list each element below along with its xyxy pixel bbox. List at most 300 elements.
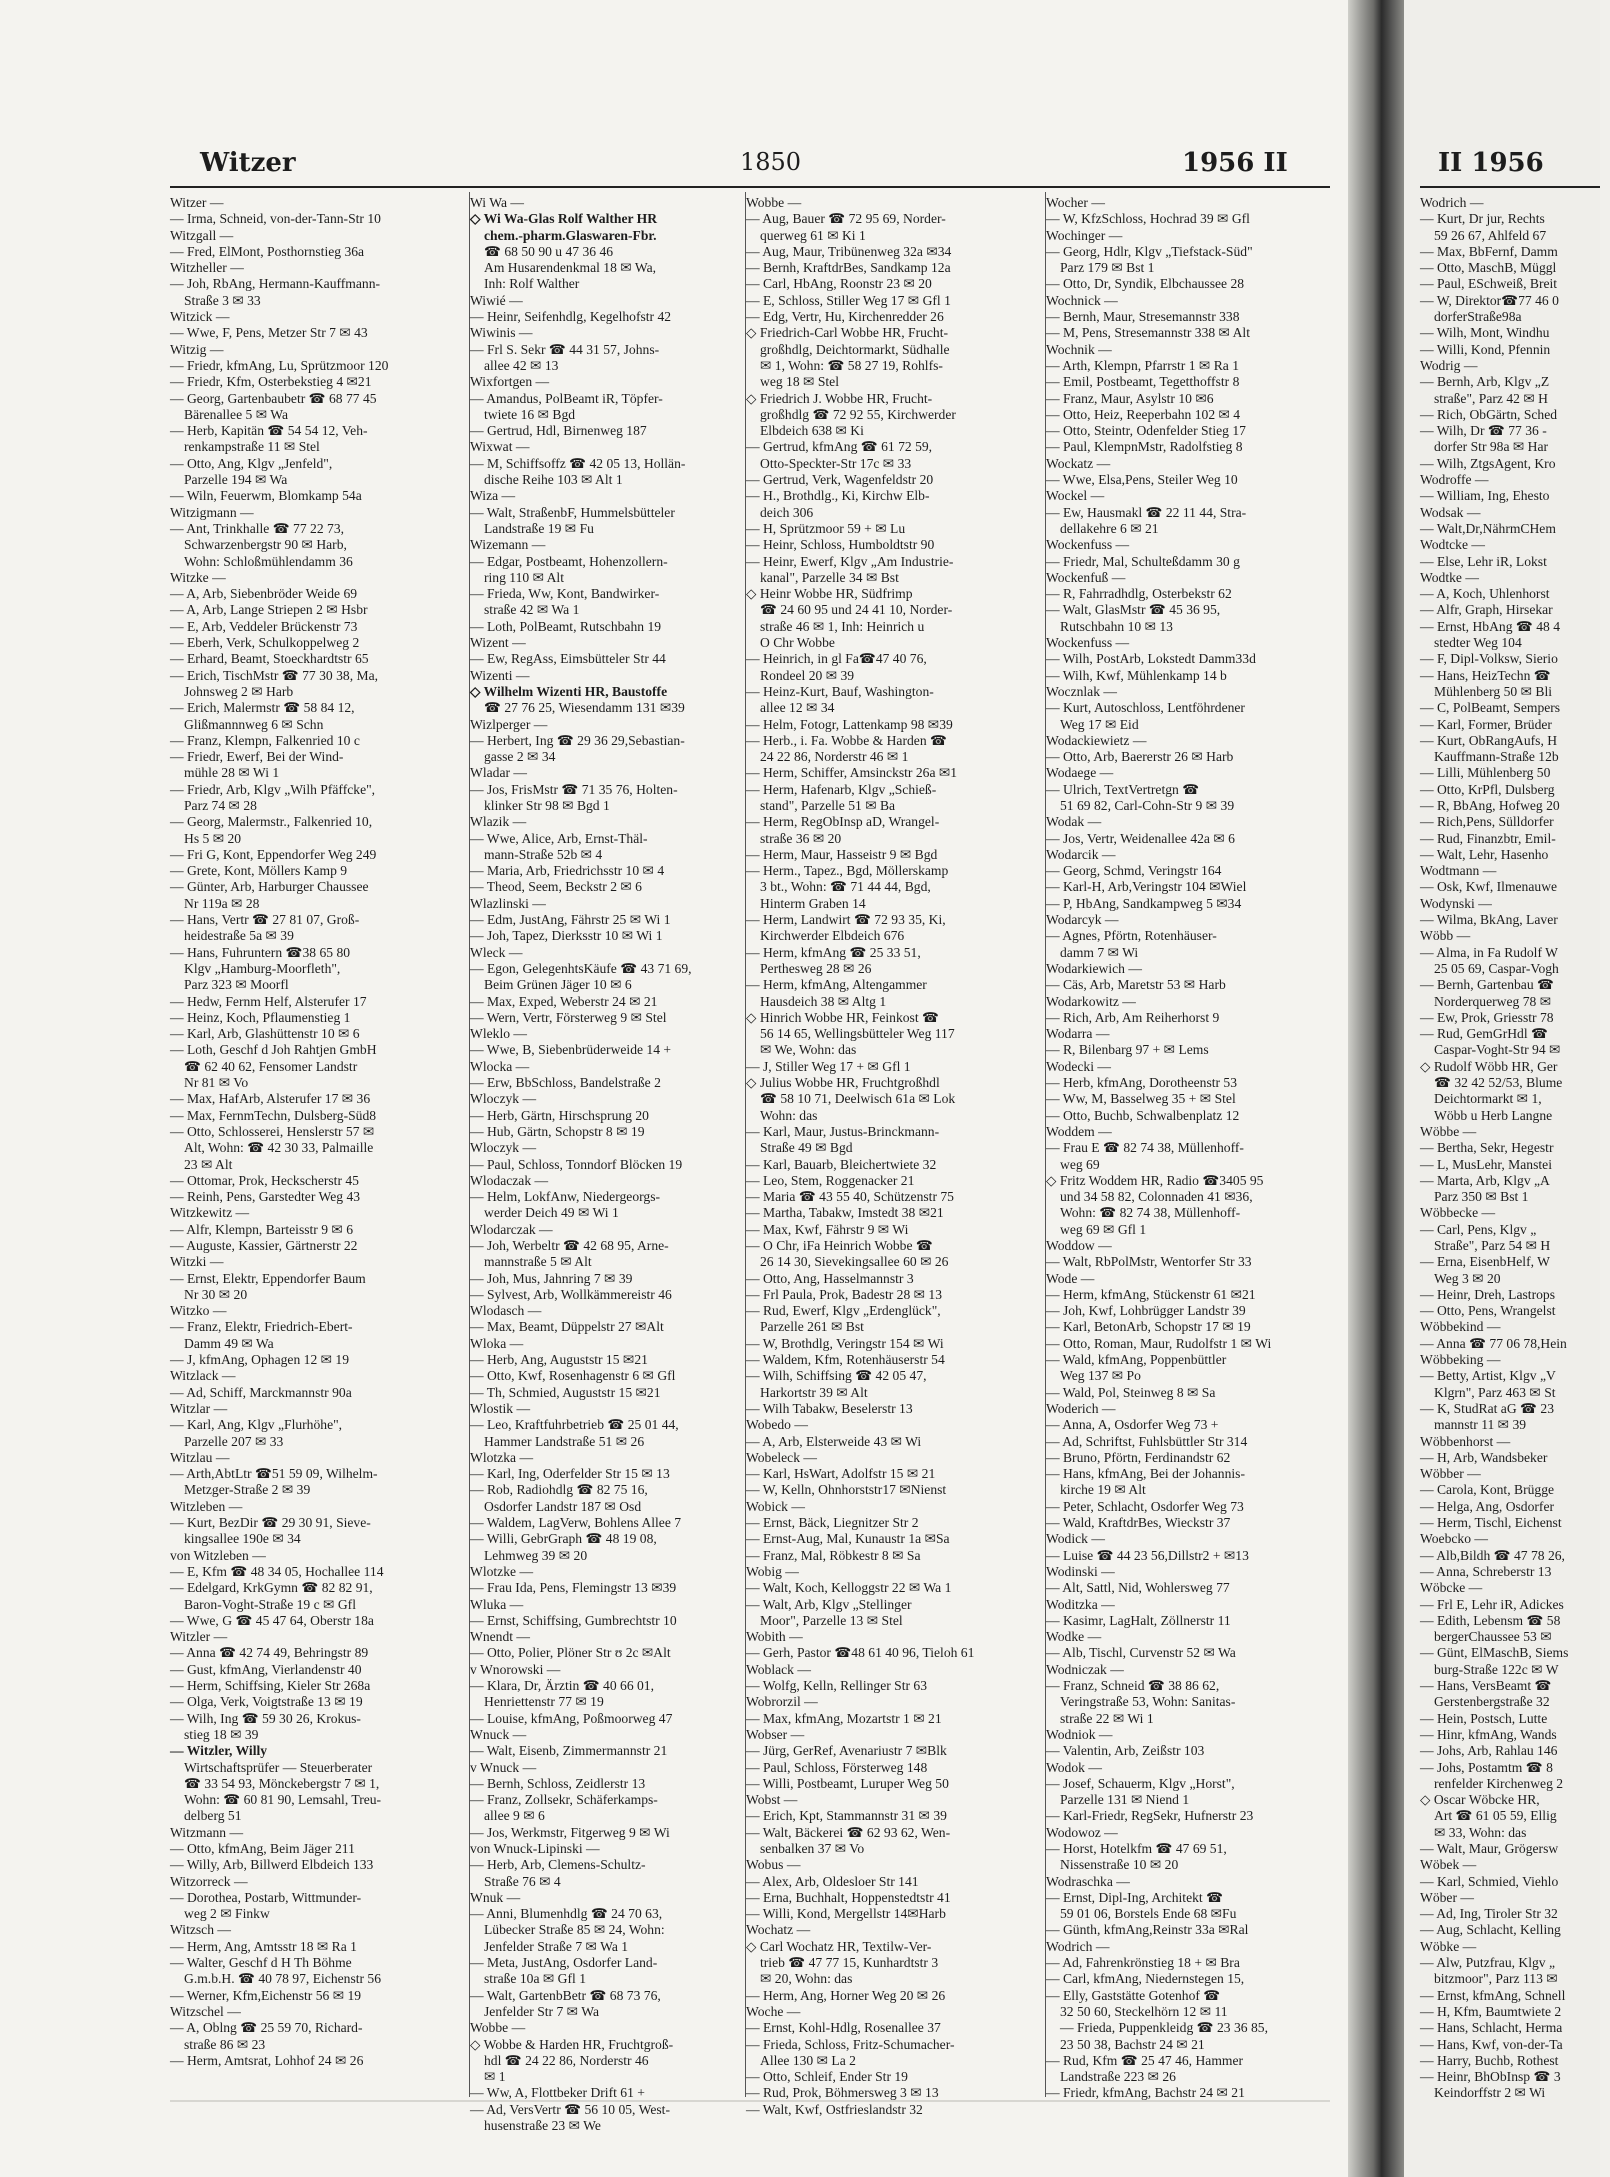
directory-entry: — Valentin, Arb, Zeißstr 103 (1046, 1743, 1205, 1759)
directory-entry: ◇ Fritz Woddem HR, Radio ☎3405 95 (1046, 1172, 1264, 1188)
directory-entry: — Walt, Bäckerei ☎ 62 93 62, Wen- (746, 1824, 951, 1840)
directory-entry: von Witzleben — (170, 1547, 266, 1563)
directory-entry: — Frieda, Schloss, Fritz-Schumacher- (746, 2036, 955, 2052)
directory-entry: — A, Oblng ☎ 25 59 70, Richard- (170, 2020, 363, 2036)
directory-entry: — Wiln, Feuerwm, Blomkamp 54a (170, 488, 362, 504)
directory-entry: Parz 350 ✉ Bst 1 (1434, 1189, 1529, 1205)
directory-entry: Wodsak — (1420, 504, 1481, 520)
directory-entry: — Ad, Fahrenkrönstieg 18 + ✉ Bra (1046, 1955, 1240, 1971)
directory-entry: — Hinr, kfmAng, Wands (1420, 1726, 1557, 1742)
directory-entry: — Kurt, Dr jur, Rechts (1420, 211, 1545, 227)
directory-entry: ◇ Wobbe & Harden HR, Fruchtgroß- (470, 2036, 674, 2052)
directory-entry: ◇ Oscar Wöbcke HR, (1420, 1792, 1540, 1808)
directory-entry: — Alex, Arb, Oldesloer Str 141 (746, 1873, 919, 1889)
directory-entry: Witzmann — (170, 1824, 244, 1840)
directory-entry: Wodarcik — (1046, 846, 1116, 862)
directory-entry: — Walt, StraßenbF, Hummelsbütteler (470, 504, 675, 520)
directory-entry: — Wald, Pol, Steinweg 8 ✉ Sa (1046, 1384, 1216, 1400)
directory-entry: — C, PolBeamt, Sempers (1420, 700, 1561, 716)
directory-entry: — Otto, Ang, Hasselmannstr 3 (746, 1270, 914, 1286)
directory-entry: — Jos, FrisMstr ☎ 71 35 76, Holten- (470, 781, 678, 797)
directory-entry: — Herb, Ang, Auguststr 15 ✉21 (470, 1352, 648, 1368)
directory-entry: — Kurt, Autoschloss, Lentföhrdener (1046, 700, 1245, 716)
directory-entry: — Dorothea, Postarb, Wittmunder- (170, 1889, 362, 1905)
directory-entry: — Heinz, Koch, Pflaumenstieg 1 (170, 1009, 351, 1025)
directory-entry: Weg 17 ✉ Eid (1060, 716, 1139, 732)
directory-entry: — Gertrud, Verk, Wagenfeldstr 20 (746, 472, 934, 488)
directory-entry: Wnendt — (470, 1629, 531, 1645)
directory-entry: Wöbb u Herb Langne (1434, 1107, 1553, 1123)
directory-entry: 59 26 67, Ahlfeld 67 (1434, 227, 1547, 243)
directory-entry: — Karl, BetonArb, Schopstr 17 ✉ 19 (1046, 1319, 1251, 1335)
directory-entry: straße", Parz 42 ✉ H (1434, 390, 1548, 406)
directory-entry: — Maria ☎ 43 55 40, Schützenstr 75 (746, 1189, 954, 1205)
directory-entry: — Marta, Arb, Klgv „A (1420, 1172, 1550, 1188)
directory-entry: — Kurt, BezDir ☎ 29 30 91, Sieve- (170, 1515, 371, 1531)
directory-entry: — Ernst, Elektr, Eppendorfer Baum (170, 1270, 366, 1286)
directory-entry: — Walt, Koch, Kelloggstr 22 ✉ Wa 1 (746, 1580, 952, 1596)
directory-entry: — Jürg, GerRef, Avenariustr 7 ✉Blk (746, 1743, 947, 1759)
directory-entry: Witzheller — (170, 260, 244, 276)
directory-entry: Straße 3 ✉ 33 (184, 292, 261, 308)
directory-entry: ◇ Friedrich J. Wobbe HR, Frucht- (746, 390, 933, 406)
directory-entry: 56 14 65, Wellingsbütteler Weg 117 (760, 1026, 955, 1042)
directory-entry: Wobrorzil — (746, 1694, 818, 1710)
directory-entry: — Frieda, Puppenkleidg ☎ 23 36 85, (1060, 2020, 1268, 2036)
directory-entry: Wöbke — (1420, 1938, 1477, 1954)
directory-entry: — Grete, Kont, Möllers Kamp 9 (170, 863, 348, 879)
directory-entry: Wobith — (746, 1629, 803, 1645)
directory-entry: damm 7 ✉ Wi (1060, 944, 1139, 960)
directory-entry: Witzlau — (170, 1449, 230, 1465)
directory-entry: ring 110 ✉ Alt (484, 569, 564, 585)
directory-entry: — Franz, Maur, Asylstr 10 ✉6 (1046, 390, 1214, 406)
directory-entry: — Georg, Malermstr., Falkenried 10, (170, 814, 373, 830)
directory-entry: — Otto, Kwf, Rosenhagenstr 6 ✉ Gfl (470, 1368, 676, 1384)
directory-entry: Witzki — (170, 1254, 224, 1270)
directory-entry: Wöbbecke — (1420, 1205, 1496, 1221)
directory-entry: — Anna ☎ 77 06 78,Hein (1420, 1335, 1567, 1351)
directory-entry: — Alw, Putzfrau, Klgv „ (1420, 1955, 1556, 1971)
directory-entry: — H., Brothdlg., Ki, Kirchw Elb- (746, 488, 930, 504)
directory-entry: — Wilh, PostArb, Lokstedt Damm33d (1046, 651, 1256, 667)
directory-entry: — Osk, Kwf, Ilmenauwe (1420, 879, 1558, 895)
directory-entry: Wodarcyk — (1046, 912, 1119, 928)
directory-entry: — Herm, Ang, Horner Weg 20 ✉ 26 (746, 1987, 946, 2003)
directory-entry: — Herm, Maur, Hasseistr 9 ✉ Bgd (746, 846, 938, 862)
directory-entry: Parzelle 207 ✉ 33 (184, 1433, 284, 1449)
directory-entry: v Wnorowski — (470, 1661, 561, 1677)
directory-entry: — Otto, MaschB, Müggl (1420, 260, 1557, 276)
directory-entry: — Friedr, kfmAng, Lu, Sprützmoor 120 (170, 357, 389, 373)
directory-entry: ☎ 24 60 95 und 24 41 10, Norder- (760, 602, 953, 618)
directory-entry: — Günth, kfmAng,Reinstr 33a ✉Ral (1046, 1922, 1249, 1938)
directory-entry: renfelder Kirchenweg 2 (1434, 1775, 1564, 1791)
directory-entry: — Herm, Hafenarb, Klgv „Schieß- (746, 781, 937, 797)
directory-entry: — Herm, RegObInsp aD, Wrangel- (746, 814, 940, 830)
directory-entry: Wiwinis — (470, 325, 533, 341)
directory-entry: — Herb, Kapitän ☎ 54 54 12, Veh- (170, 423, 368, 439)
directory-entry: Witzsch — (170, 1922, 231, 1938)
directory-entry: — Walt, RbPolMstr, Wentorfer Str 33 (1046, 1254, 1252, 1270)
directory-entry: — Frl S. Sekr ☎ 44 31 57, Johns- (470, 341, 660, 357)
directory-entry: Wohn: das (760, 1107, 818, 1123)
directory-entry: Wlocka — (470, 1058, 530, 1074)
directory-entry: ☎ 32 42 52/53, Blume (1434, 1075, 1563, 1091)
directory-entry: 26 14 30, Sievekingsallee 60 ✉ 26 (760, 1254, 949, 1270)
directory-entry: mühle 28 ✉ Wi 1 (184, 765, 280, 781)
directory-entry: Wlodarczak — (470, 1221, 553, 1237)
directory-entry: von Wnuck-Lipinski — (470, 1840, 600, 1856)
directory-entry: — Otto, Dr, Syndik, Elbchaussee 28 (1046, 276, 1245, 292)
directory-entry: — Jos, Werkmstr, Fitgerweg 9 ✉ Wi (470, 1824, 670, 1840)
directory-entry: straße 42 ✉ Wa 1 (484, 602, 580, 618)
directory-entry: Wodarra — (1046, 1026, 1110, 1042)
directory-entry: dorferStraße98a (1434, 309, 1522, 325)
directory-entry: Witzschel — (170, 2003, 241, 2019)
directory-entry: — Heinz-Kurt, Bauf, Washington- (746, 683, 934, 699)
directory-entry: Straße", Parz 54 ✉ H (1434, 1238, 1551, 1253)
directory-entry: Witzorreck — (170, 1873, 248, 1889)
directory-entry: — Ernst-Aug, Mal, Kunaustr 1a ✉Sa (746, 1531, 950, 1547)
directory-entry: — Rob, Radiohdlg ☎ 82 75 16, (470, 1482, 648, 1498)
directory-entry: Wöbek — (1420, 1857, 1477, 1873)
directory-entry: — Max, Beamt, Düppelstr 27 ✉Alt (470, 1319, 664, 1335)
directory-entry: — Rich,Pens, Sülldorfer (1420, 814, 1554, 830)
directory-entry: Woblack — (746, 1661, 811, 1677)
directory-entry: ☎ 58 10 71, Deelwisch 61a ✉ Lok (760, 1091, 956, 1107)
directory-entry: — Betty, Artist, Klgv „V (1420, 1368, 1556, 1384)
directory-entry: 23 ✉ Alt (184, 1156, 233, 1172)
directory-entry: Parz 74 ✉ 28 (184, 797, 257, 813)
directory-entry: — Rud, Prok, Böhmersweg 3 ✉ 13 (746, 2085, 939, 2101)
directory-entry: bitzmoor", Parz 113 ✉ (1434, 1971, 1558, 1987)
directory-entry: Wockenfuß — (1046, 569, 1126, 585)
directory-entry: — Alfr, Klempn, Barteisstr 9 ✉ 6 (170, 1221, 354, 1237)
directory-entry: Henriettenstr 77 ✉ 19 (484, 1694, 604, 1710)
directory-entry: — Johs, Arb, Rahlau 146 (1420, 1743, 1558, 1759)
directory-entry: — Arth,AbtLtr ☎51 59 09, Wilhelm- (170, 1466, 378, 1482)
directory-entry: — Paul, Schloss, Tonndorf Blöcken 19 (470, 1156, 683, 1172)
directory-entry: Johnsweg 2 ✉ Harb (184, 683, 294, 699)
directory-entry: Parz 179 ✉ Bst 1 (1060, 260, 1155, 276)
directory-entry: Wixwat — (470, 439, 530, 455)
directory-entry: — Ulrich, TextVertretgn ☎ (1046, 781, 1200, 797)
directory-entry: Alt, Wohn: ☎ 42 30 33, Palmaille (184, 1140, 374, 1156)
directory-entry: Wöbber — (1420, 1466, 1481, 1482)
directory-entry: weg 69 (1060, 1156, 1100, 1172)
directory-entry: — Max, BbFernf, Damm (1420, 243, 1558, 259)
directory-entry: — Otto, Polier, Plöner Str ʊ 2c ✉Alt (470, 1645, 671, 1661)
directory-entry: Wizenti — (470, 667, 530, 683)
directory-entry: Wodraschka — (1046, 1873, 1130, 1889)
directory-entry: O Chr Wobbe (760, 635, 835, 651)
directory-entry: und 34 58 82, Colonnaden 41 ✉36, (1060, 1189, 1253, 1205)
directory-entry: Allee 130 ✉ La 2 (760, 2052, 856, 2068)
directory-entry: — Max, Exped, Weberstr 24 ✉ 21 (470, 993, 658, 1009)
directory-entry: — Max, HafArb, Alsterufer 17 ✉ 36 (170, 1091, 371, 1107)
directory-entry: Landstraße 223 ✉ 26 (1060, 2069, 1176, 2085)
directory-entry: twiete 16 ✉ Bgd (484, 406, 576, 422)
directory-entry: ✉ We, Wohn: das (760, 1042, 857, 1058)
directory-entry: Wohn: ☎ 82 74 38, Müllenhoff- (1060, 1205, 1241, 1221)
directory-entry: — Joh, Tapez, Dierksstr 10 ✉ Wi 1 (470, 928, 663, 944)
directory-entry: — Th, Schmied, Auguststr 15 ✉21 (470, 1384, 661, 1400)
directory-entry: — Herm, Amtsrat, Lohhof 24 ✉ 26 (170, 2052, 364, 2068)
directory-entry: — Otto, Arb, Baererstr 26 ✉ Harb (1046, 749, 1234, 765)
directory-entry: — Wilh, Dr ☎ 77 36 - (1420, 423, 1547, 439)
directory-entry: Woddem — (1046, 1123, 1112, 1139)
directory-entry: — Bernh, KraftdrBes, Sandkamp 12a (746, 260, 951, 276)
directory-entry: — Heinrich, in gl Fa☎47 40 76, (746, 651, 927, 667)
directory-entry: Wobeleck — (746, 1449, 818, 1465)
directory-entry: — Ew, Hausmakl ☎ 22 11 44, Stra- (1046, 504, 1247, 520)
directory-entry: — Otto, kfmAng, Beim Jäger 211 (170, 1840, 355, 1856)
directory-entry: Wochatz — (746, 1922, 811, 1938)
directory-entry: Wöbb — (1420, 928, 1471, 944)
directory-entry: — Gertrud, Hdl, Birnenweg 187 (470, 423, 647, 439)
directory-entry: — Aug, Schlacht, Kelling (1420, 1922, 1561, 1938)
directory-entry: ◇ Rudolf Wöbb HR, Ger (1420, 1058, 1558, 1074)
directory-entry: — Johs, Postamtm ☎ 8 (1420, 1759, 1553, 1775)
directory-entry: Wloczyk — (470, 1091, 537, 1107)
directory-entry: Witzko — (170, 1303, 227, 1319)
directory-entry: — Friedr, kfmAng, Bachstr 24 ✉ 21 (1046, 2085, 1245, 2101)
directory-entry: — Carl, kfmAng, Niedernstegen 15, (1046, 1971, 1245, 1987)
directory-entry: — Erw, BbSchloss, Bandelstraße 2 (470, 1075, 661, 1091)
directory-entry: — Olga, Verk, Voigtstraße 13 ✉ 19 (170, 1694, 363, 1710)
directory-entry: Norderquerweg 78 ✉ (1434, 993, 1552, 1009)
directory-entry: — Ernst, Schiffsing, Gumbrechtstr 10 (470, 1612, 677, 1628)
directory-entry: Hammer Landstraße 51 ✉ 26 (484, 1433, 645, 1449)
directory-entry: — Hedw, Fernm Helf, Alsterufer 17 (170, 993, 367, 1009)
directory-entry: — Wilma, BkAng, Laver (1420, 912, 1558, 928)
directory-entry: — Ad, Schiff, Marckmannstr 90a (170, 1384, 352, 1400)
directory-entry: — Horst, Hotelkfm ☎ 47 69 51, (1046, 1840, 1227, 1856)
directory-entry: — H, Sprützmoor 59 + ✉ Lu (746, 520, 906, 536)
directory-entry: Moor", Parzelle 13 ✉ Stel (760, 1612, 903, 1628)
directory-entry: ☎ 62 40 62, Fensomer Landstr (184, 1058, 358, 1074)
directory-entry: — Herbert, Ing ☎ 29 36 29,Sebastian- (470, 732, 685, 748)
directory-entry: — Waldem, Kfm, Rotenhäuserstr 54 (746, 1352, 945, 1368)
directory-entry: — Frieda, Ww, Kont, Bandwirker- (470, 586, 660, 602)
directory-entry: dische Reihe 103 ✉ Alt 1 (484, 472, 623, 488)
directory-entry: — Anna ☎ 42 74 49, Behringstr 89 (170, 1645, 369, 1661)
directory-entry: — Martha, Tabakw, Imstedt 38 ✉21 (746, 1205, 944, 1221)
directory-entry: — Otto, Ang, Klgv „Jenfeld", (170, 455, 333, 471)
directory-entry: Wluka — (470, 1596, 524, 1612)
directory-entry: Otto-Speckter-Str 17c ✉ 33 (760, 455, 912, 471)
directory-entry: großhdlg, Deichtormarkt, Südhalle (760, 341, 950, 357)
directory-entry: — Friedr, Kfm, Osterbekstieg 4 ✉21 (170, 374, 372, 390)
directory-entry: — Herb, Gärtn, Hirschsprung 20 (470, 1107, 649, 1123)
directory-entry: Wixfortgen — (470, 374, 550, 390)
directory-entry: — Otto, Schleif, Ender Str 19 (746, 2069, 908, 2085)
directory-entry: — W, Kelln, Ohnhorststr17 ✉Nienst (746, 1482, 947, 1498)
directory-entry: Wodick — (1046, 1531, 1105, 1547)
directory-entry: — Anna, Schreberstr 13 (1420, 1563, 1552, 1579)
directory-entry: — Fri G, Kont, Eppendorfer Weg 249 (170, 846, 377, 862)
directory-entry: Parzelle 194 ✉ Wa (184, 472, 288, 488)
directory-entry: Wleklo — (470, 1026, 528, 1042)
directory-entry: — Ad, Schriftst, Fuhlsbüttler Str 314 (1046, 1433, 1248, 1449)
directory-entry: — Ww, A, Flottbeker Drift 61 + (470, 2085, 645, 2101)
directory-entry: — Josef, Schauerm, Klgv „Horst", (1046, 1775, 1235, 1791)
directory-entry: Woddow — (1046, 1238, 1112, 1253)
directory-entry: — Herm, Schiffsing, Kieler Str 268a (170, 1678, 371, 1694)
directory-entry: — Hein, Postsch, Lutte (1420, 1710, 1548, 1726)
directory-entry: weg 18 ✉ Stel (760, 374, 839, 390)
directory-entry: Wodaege — (1046, 765, 1114, 781)
directory-entry: — Gertrud, kfmAng ☎ 61 72 59, (746, 439, 933, 455)
directory-entry: straße 86 ✉ 23 (184, 2036, 266, 2052)
directory-entry: — Irma, Schneid, von-der-Tann-Str 10 (170, 211, 381, 227)
directory-entry: — Friedr, Mal, Schulteßdamm 30 g (1046, 553, 1240, 569)
directory-entry: ◇ Hinrich Wobbe HR, Feinkost ☎ (746, 1009, 939, 1025)
directory-entry: — M, Schiffsoffz ☎ 42 05 13, Hollän- (470, 455, 686, 471)
directory-entry: — Walt, Eisenb, Zimmermannstr 21 (470, 1743, 668, 1759)
directory-entry: werder Deich 49 ✉ Wi 1 (484, 1205, 619, 1221)
directory-entry: — Max, kfmAng, Mozartstr 1 ✉ 21 (746, 1710, 942, 1726)
directory-entry: — A, Arb, Siebenbröder Weide 69 (170, 586, 358, 602)
directory-entry: Wockenfuss — (1046, 537, 1130, 553)
directory-entry: — Karl-H, Arb,Veringstr 104 ✉Wiel (1046, 879, 1247, 895)
directory-entry: — Ad, Ing, Tiroler Str 32 (1420, 1906, 1558, 1922)
directory-entry: — Frl Paula, Prok, Badestr 28 ✉ 13 (746, 1286, 943, 1302)
directory-entry: — Walt, GlasMstr ☎ 45 36 95, (1046, 602, 1221, 618)
right-page-column (1420, 195, 1610, 2100)
directory-entry: — Frau Ida, Pens, Flemingstr 13 ✉39 (470, 1580, 677, 1596)
directory-entry: — Alt, Sattl, Nid, Wohlersweg 77 (1046, 1580, 1230, 1596)
directory-entry: Wocher — (1046, 195, 1105, 210)
directory-entry: — Georg, Schmd, Veringstr 164 (1046, 863, 1222, 879)
directory-entry: — Bernh, Schloss, Zeidlerstr 13 (470, 1775, 646, 1791)
directory-entry: Wockatz — (1046, 455, 1111, 471)
directory-entry: Wizlperger — (470, 716, 548, 732)
directory-entry: Wochnik — (1046, 341, 1112, 357)
directory-entry: delberg 51 (184, 1808, 242, 1824)
directory-entry: Wockenfuss — (1046, 635, 1130, 651)
directory-entry: — W, KfzSchloss, Hochrad 39 ✉ Gfl (1046, 211, 1250, 227)
directory-entry: Wochnick — (1046, 292, 1118, 308)
directory-entry: Am Husarendenkmal 18 ✉ Wa, (484, 260, 656, 276)
directory-entry: Art ☎ 61 05 59, Ellig (1434, 1808, 1557, 1824)
directory-entry: — Werner, Kfm,Eichenstr 56 ✉ 19 (170, 1987, 362, 2003)
directory-entry: Wockel — (1046, 488, 1105, 504)
directory-entry: Wnuk — (470, 1889, 521, 1905)
directory-entry: — Lilli, Mühlenberg 50 (1420, 765, 1551, 781)
directory-entry: — William, Ing, Ehesto (1420, 488, 1550, 504)
directory-entry: Hs 5 ✉ 20 (184, 830, 242, 846)
directory-entry: ✉ 20, Wohn: das (760, 1971, 853, 1987)
directory-entry: — Heinr, Dreh, Lastrops (1420, 1286, 1555, 1302)
directory-entry: — Reinh, Pens, Garstedter Weg 43 (170, 1189, 361, 1205)
directory-entry: — Karl, Arb, Glashüttenstr 10 ✉ 6 (170, 1026, 360, 1042)
directory-entry: 51 69 82, Carl-Cohn-Str 9 ✉ 39 (1060, 797, 1235, 813)
directory-entry: — Karl, HsWart, Adolfstr 15 ✉ 21 (746, 1466, 936, 1482)
directory-entry: — Maria, Arb, Friedrichsstr 10 ✉ 4 (470, 863, 665, 879)
directory-entry: Woditzka — (1046, 1596, 1115, 1612)
directory-entry: — Herm, Schiffer, Amsinckstr 26a ✉1 (746, 765, 958, 781)
bottom-margin-line (170, 2100, 1330, 2102)
directory-entry: — R, Bilenbarg 97 + ✉ Lems (1046, 1042, 1209, 1058)
directory-entry: gasse 2 ✉ 34 (484, 749, 556, 765)
directory-entry: — Günt, ElMaschB, Siems (1420, 1645, 1569, 1661)
directory-entry: v Wnuck — (470, 1759, 537, 1775)
directory-entry: — Else, Lehr iR, Lokst (1420, 553, 1547, 569)
directory-entry: Witzke — (170, 569, 226, 585)
directory-entry: — Georg, Hdlr, Klgv „Tiefstack-Süd" (1046, 243, 1253, 259)
directory-entry: — Luise ☎ 44 23 56,Dillstr2 + ✉13 (1046, 1547, 1249, 1563)
directory-entry: ✉ 1, Wohn: ☎ 58 27 19, Rohlfs- (760, 357, 943, 373)
directory-entry: — Ernst, kfmAng, Schnell (1420, 1987, 1566, 2003)
directory-entry: Lübecker Straße 85 ✉ 24, Wohn: (484, 1922, 665, 1938)
directory-entry: ☎ 33 54 93, Mönckebergstr 7 ✉ 1, (184, 1775, 380, 1791)
directory-entry: — Amandus, PolBeamt iR, Töpfer- (470, 390, 663, 406)
directory-entry: 3 bt., Wohn: ☎ 71 44 44, Bgd, (760, 879, 931, 895)
directory-entry: — Helga, Ang, Osdorfer (1420, 1498, 1555, 1514)
directory-entry: Witzgall — (170, 227, 234, 243)
directory-entry: ◇ Wi Wa-Glas Rolf Walther HR (470, 211, 658, 227)
directory-entry: Woderich — (1046, 1400, 1116, 1416)
book-spine (1348, 0, 1404, 2177)
directory-entry: ✉ 1 (484, 2069, 506, 2085)
directory-entry: Wirtschaftsprüfer — Steuerberater (184, 1759, 373, 1775)
directory-entry: — Paul, ESchweiß, Breit (1420, 276, 1558, 292)
directory-entry: — Wwe, Elsa,Pens, Steiler Weg 10 (1046, 472, 1238, 488)
directory-entry: Wodtmann — (1420, 863, 1497, 879)
directory-entry: Gerstenbergstraße 32 (1434, 1694, 1550, 1710)
directory-entry: — Wilh, Schiffsing ☎ 42 05 47, (746, 1368, 927, 1384)
directory-entry: — P, HbAng, Sandkampweg 5 ✉34 (1046, 895, 1242, 911)
directory-entry: stieg 18 ✉ 39 (184, 1726, 259, 1742)
directory-entry: Witzick — (170, 309, 230, 325)
directory-entry: Wodke — (1046, 1629, 1102, 1645)
directory-entry: — Kasimr, LagHalt, Zöllnerstr 11 (1046, 1612, 1231, 1628)
directory-entry: — Walter, Geschf d H Th Böhme (170, 1955, 352, 1971)
directory-entry: — J, kfmAng, Ophagen 12 ✉ 19 (170, 1352, 350, 1368)
directory-entry: kingsallee 190e ✉ 34 (184, 1531, 301, 1547)
directory-entry: — Wald, KraftdrBes, Wieckstr 37 (1046, 1515, 1231, 1531)
directory-entry: Nr 81 ✉ Vo (184, 1075, 249, 1091)
directory-entry: Wlazik — (470, 814, 527, 830)
directory-entry: Nissenstraße 10 ✉ 20 (1060, 1857, 1179, 1873)
directory-entry: Wobedo — (746, 1417, 808, 1433)
directory-entry: — Wilh, Ing ☎ 59 30 26, Krokus- (170, 1710, 361, 1726)
directory-entry: — Heinr, Ewerf, Klgv „Am Industrie- (746, 553, 954, 569)
directory-entry: — Waldem, LagVerw, Bohlens Allee 7 (470, 1515, 682, 1531)
directory-entry: — Jos, Vertr, Weidenallee 42a ✉ 6 (1046, 830, 1235, 846)
directory-entry: — Witzler, Willy (170, 1743, 268, 1759)
directory-entry: — Bruno, Pförtn, Ferdinandstr 62 (1046, 1449, 1231, 1465)
directory-entry: — Otto, KrPfl, Dulsberg (1420, 781, 1555, 797)
directory-entry: Witzkewitz — (170, 1205, 250, 1221)
directory-entry: Nr 119a ✉ 28 (184, 895, 260, 911)
directory-entry: — Frl E, Lehr iR, Adickes (1420, 1596, 1564, 1612)
directory-entry: Wochinger — (1046, 227, 1123, 243)
directory-entry: — Erich, Kpt, Stammannstr 31 ✉ 39 (746, 1808, 947, 1824)
directory-entry: ✉ 33, Wohn: das (1434, 1824, 1527, 1840)
directory-entry: Elbdeich 638 ✉ Ki (760, 423, 864, 439)
directory-entry: Wlodaczak — (470, 1172, 549, 1188)
directory-entry: chem.-pharm.Glaswaren-Fbr. (484, 227, 657, 243)
directory-entry: — Hub, Gärtn, Schopstr 8 ✉ 19 (470, 1123, 645, 1139)
directory-entry: — Willi, GebrGraph ☎ 48 19 08, (470, 1531, 657, 1547)
directory-entry: mannstr 11 ✉ 39 (1434, 1417, 1527, 1433)
directory-entry: Wloczyk — (470, 1140, 537, 1156)
directory-column-3 (746, 195, 1046, 2117)
directory-entry: — Rud, Finanzbtr, Emil- (1420, 830, 1556, 846)
